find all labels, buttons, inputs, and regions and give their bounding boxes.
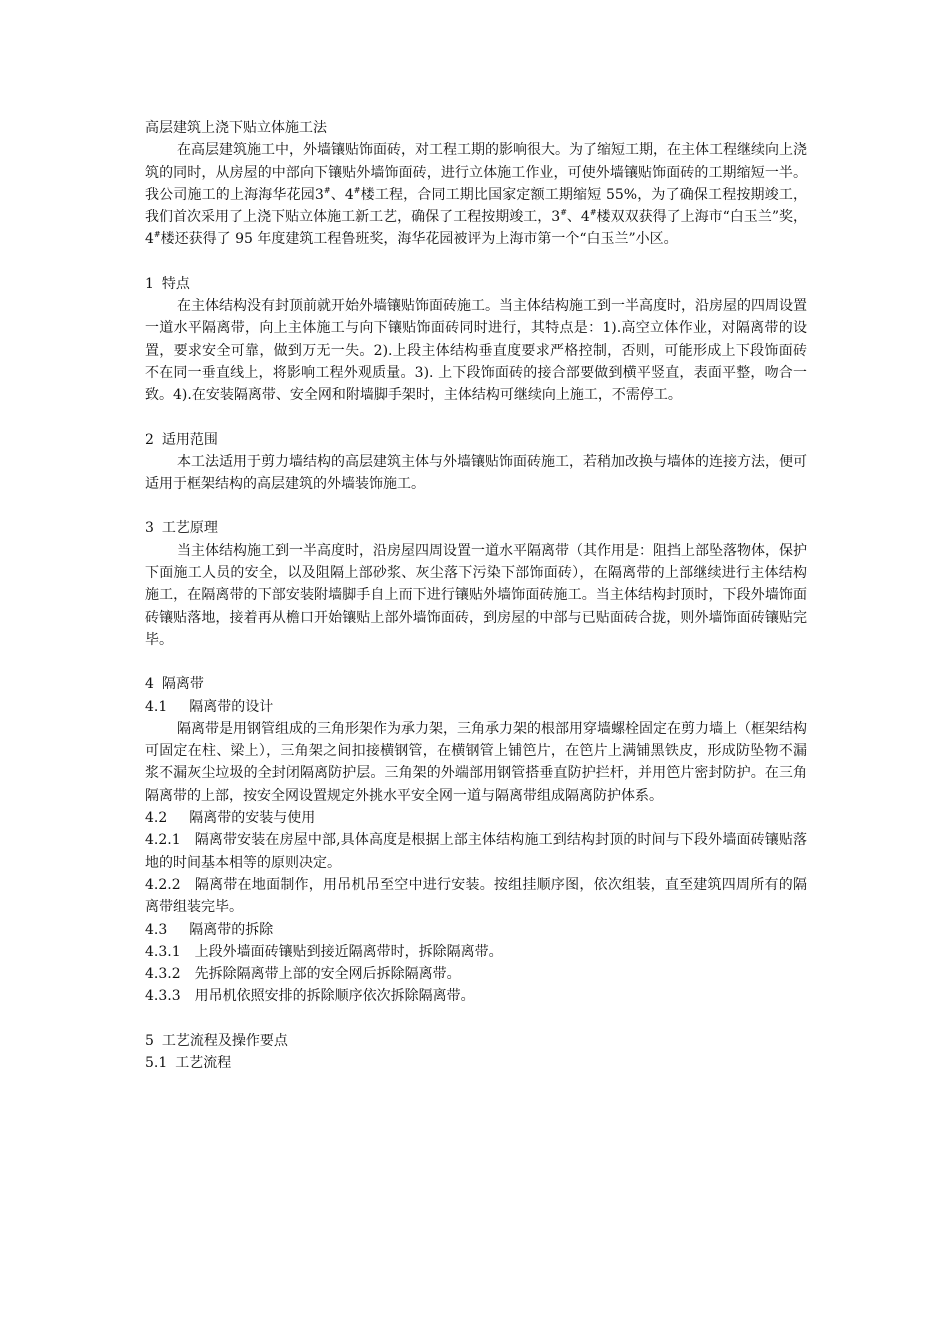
- section-title: 工艺流程及操作要点: [161, 1032, 288, 1049]
- item-number: 4.3.2: [145, 966, 181, 983]
- section-number: 4: [145, 676, 154, 693]
- subsection-number: 4.2: [145, 810, 168, 827]
- building-mark: #: [560, 208, 567, 218]
- item-4-2-2: [145, 874, 807, 919]
- item-number: 4.3.1: [145, 943, 181, 960]
- section-number: 5: [145, 1032, 154, 1049]
- subsection-heading-4-3: [145, 919, 807, 941]
- subsection-number: 4.3: [145, 921, 168, 938]
- section-title: 适用范围: [161, 431, 218, 448]
- item-text: 先拆除隔离带上部的安全网后拆除隔离带。: [194, 966, 461, 983]
- subsection-title: 隔离带的安装与使用: [189, 810, 316, 827]
- section-heading-5: [145, 1030, 807, 1052]
- subsection-title: 隔离带的设计: [189, 698, 274, 715]
- building-mark: #: [353, 185, 361, 195]
- intro-text: 楼双双获得了上海市“白玉兰”奖，: [596, 209, 808, 226]
- intro-text: 楼还获得了 95 年度建筑工程鲁班奖，海华花园被评为上海市第一个“白玉兰”小区。: [160, 231, 678, 248]
- subsection-title: 隔离带的拆除: [189, 921, 274, 938]
- subsection-number: 5.1: [145, 1054, 168, 1071]
- intro-text: 楼工程，合同工期比国家定额工期缩短 55%，为了确保工程按期竣工，我们首次采用了上浇下贴立体施工新工艺，确保了工程按期竣工，: [145, 186, 808, 226]
- section-heading-3: [145, 517, 807, 539]
- item-number: 4.2.2: [145, 876, 181, 893]
- document-body: [145, 117, 807, 1074]
- section-title: 特点: [161, 275, 190, 292]
- section-number: 1: [145, 275, 154, 292]
- building-mark: #: [589, 208, 597, 218]
- subsection-number: 4.1: [145, 698, 168, 715]
- intro-paragraph: [145, 139, 807, 250]
- subsection-4-1-body: 隔离带是用钢管组成的三角形架作为承力架，三角承力架的根部用穿墙螺栓固定在剪力墙上（框架结构可固定在柱、梁上），三角架之间扣接横钢管，在横钢管上铺笆片，在笆片上满铺黑铁皮，形成防坠物不漏浆不漏灰尘垃圾的全封闭隔离防护层。三角架的外端部用钢管搭垂直防护拦杆，并用笆片密封防护。在三角隔离带的上部，按安全网设置规定外挑水平安全网一道与隔离带组成隔离防护体系。: [145, 720, 807, 804]
- building-mark: #: [153, 230, 161, 240]
- building-number: 4: [580, 209, 590, 226]
- section-2-body: 本工法适用于剪力墙结构的高层建筑主体与外墙镶贴饰面砖施工，若稍加改换与墙体的连接方法，便可适用于框架结构的高层建筑的外墙装饰施工。: [145, 453, 807, 493]
- item-number: 4.3.3: [145, 988, 181, 1005]
- separator: 、: [566, 209, 581, 226]
- separator: 、: [330, 186, 345, 203]
- subsection-title: 工艺流程: [175, 1054, 232, 1071]
- building-number: 4: [145, 231, 154, 248]
- section-1-body: 在主体结构没有封顶前就开始外墙镶贴饰面砖施工。当主体结构施工到一半高度时，沿房屋的四周设置一道水平隔离带，向上主体施工与向下镶贴饰面砖同时进行，其特点是：1).高空立体作业，对隔离带的设置，要求安全可靠，做到万无一失。2).上段主体结构垂直度要求严格控制，否则，可能形成上下段饰面砖不在同一垂直线上，将影响工程外观质量。3). 上下段饰面砖的接合部要做到横平竖直，表面平整，吻合一致。4).在安装隔离带、安全网和附墙脚手架时，主体结构可继续向上施工，不需停工。: [145, 298, 807, 404]
- item-text: 隔离带安装在房屋中部,具体高度是根据上部主体结构施工到结构封顶的时间与下段外墙面砖镶贴落地的时间基本相等的原则决定。: [145, 832, 807, 871]
- section-heading-2: [145, 429, 807, 451]
- item-4-3-3: [145, 985, 807, 1007]
- spacer: [145, 1008, 807, 1030]
- section-heading-1: [145, 273, 807, 295]
- section-number: 3: [145, 520, 154, 537]
- item-4-3-1: [145, 941, 807, 963]
- item-text: 上段外墙面砖镶贴到接近隔离带时，拆除隔离带。: [194, 943, 503, 960]
- spacer: [145, 495, 807, 517]
- section-title: 工艺原理: [161, 520, 218, 537]
- section-heading-4: [145, 673, 807, 695]
- spacer: [145, 651, 807, 673]
- item-4-2-1: [145, 829, 807, 874]
- subsection-heading-4-2: [145, 807, 807, 829]
- section-title: 隔离带: [161, 676, 204, 693]
- document-title: 高层建筑上浇下贴立体施工法: [145, 120, 327, 136]
- building-number: 4: [344, 186, 354, 203]
- spacer: [145, 407, 807, 429]
- building-mark: #: [323, 185, 331, 195]
- spacer: [145, 251, 807, 273]
- section-number: 2: [145, 431, 154, 448]
- item-text: 隔离带在地面制作，用吊机吊至空中进行安装。按组挂顺序图，依次组装，直至建筑四周所有的隔离带组装完毕。: [145, 876, 807, 916]
- item-4-3-2: [145, 963, 807, 985]
- building-number: 3: [551, 209, 561, 226]
- building-number: 3: [314, 186, 324, 203]
- subsection-heading-5-1: [145, 1052, 807, 1074]
- subsection-heading-4-1: [145, 696, 807, 718]
- item-text: 用吊机依照安排的拆除顺序依次拆除隔离带。: [194, 988, 475, 1005]
- item-number: 4.2.1: [145, 832, 181, 849]
- intro-text: 在高层建筑施工中，外墙镶贴饰面砖，对工程工期的影响很大。为了缩短工期，在主体工程继续向上浇筑的同时，从房屋的中部向下镶贴外墙饰面砖，进行立体施工作业，可使外墙镶贴饰面砖的工期缩短一半。我公司施工的上海海华花园: [145, 142, 807, 203]
- section-3-body: 当主体结构施工到一半高度时，沿房屋四周设置一道水平隔离带（其作用是：阻挡上部坠落物体，保护下面施工人员的安全，以及阻隔上部砂浆、灰尘落下污染下部饰面砖），在隔离带的上部继续进行主体结构施工，在隔离带的下部安装附墙脚手自上而下进行镶贴外墙饰面砖施工。当主体结构封顶时，下段外墙饰面砖镶贴落地，接着再从檐口开始镶贴上部外墙饰面砖，到房屋的中部与已贴面砖合拢，则外墙饰面砖镶贴完毕。: [145, 542, 807, 648]
